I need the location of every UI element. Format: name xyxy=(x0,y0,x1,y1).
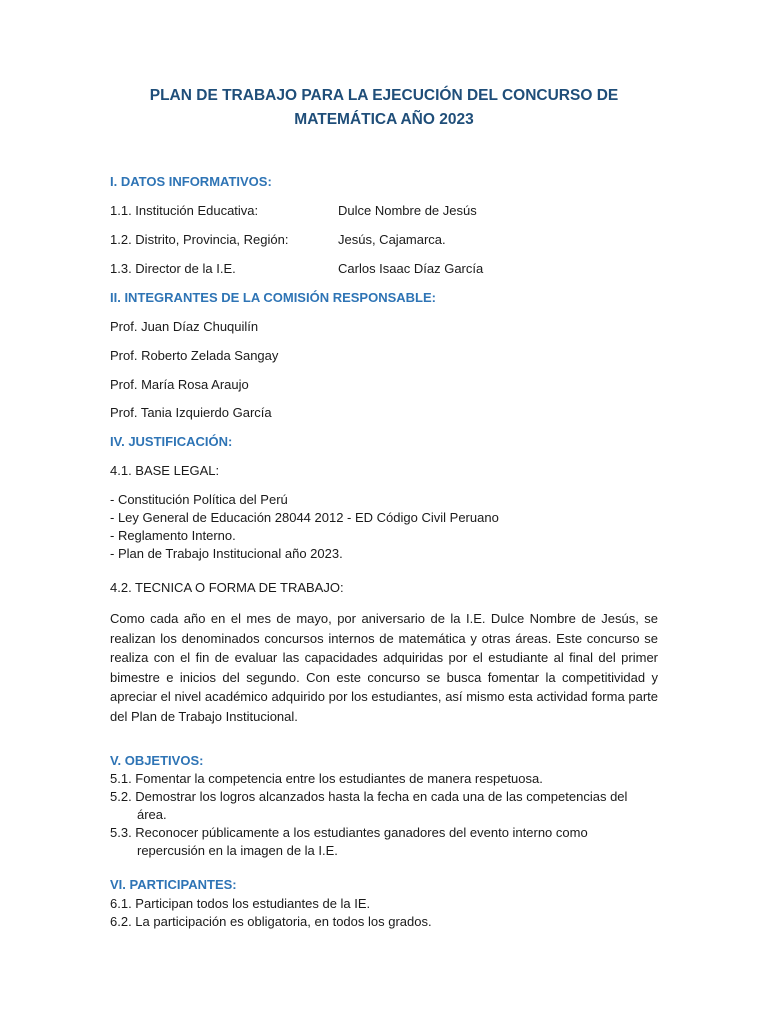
section-heading-participantes: VI. PARTICIPANTES: xyxy=(110,877,237,892)
member-item: Prof. Tania Izquierdo García xyxy=(110,405,272,420)
info-label: 1.2. Distrito, Provincia, Región: xyxy=(110,232,289,247)
participant-item: 6.1. Participan todos los estudiantes de la IE. xyxy=(110,896,371,911)
info-value: Dulce Nombre de Jesús xyxy=(338,203,477,218)
objectives-list xyxy=(110,770,658,860)
legal-item: - Plan de Trabajo Institucional año 2023. xyxy=(110,546,343,561)
justification-paragraph: Como cada año en el mes de mayo, por aniversario de la I.E. Dulce Nombre de Jesús, se realizan los denominados concursos internos de matemática y otras áreas. Este concurso se realiza con el fin de evaluar las capacidades adquiridas por el estudiante al final del primer bimestre e inicios del segundo. Con este concurso se busca fomentar la competitividad y apreciar el nivel académico adquirido por los estudiantes, así mismo esta actividad forma parte del Plan de Trabajo Institucional. xyxy=(110,611,658,724)
participant-item: 6.2. La participación es obligatoria, en todos los grados. xyxy=(110,914,432,929)
title-line-2: MATEMÁTICA AÑO 2023 xyxy=(294,111,474,128)
title-line-1: PLAN DE TRABAJO PARA LA EJECUCIÓN DEL CONCURSO DE xyxy=(149,87,619,104)
participants-list xyxy=(110,895,658,931)
info-row-director xyxy=(110,261,483,276)
info-label: 1.3. Director de la I.E. xyxy=(110,261,236,276)
info-row-institucion xyxy=(110,203,477,218)
info-value: Jesús, Cajamarca. xyxy=(338,232,446,247)
subheading-tecnica: 4.2. TECNICA O FORMA DE TRABAJO: xyxy=(110,580,344,595)
objective-item: 5.1. Fomentar la competencia entre los estudiantes de manera respetuosa. xyxy=(110,771,543,786)
section-heading-justificacion: IV. JUSTIFICACIÓN: xyxy=(110,434,233,449)
section-heading-datos: I. DATOS INFORMATIVOS: xyxy=(110,174,272,189)
info-label: 1.1. Institución Educativa: xyxy=(110,203,259,218)
legal-list xyxy=(110,491,499,563)
legal-item: - Reglamento Interno. xyxy=(110,528,236,543)
section-heading-objetivos: V. OBJETIVOS: xyxy=(110,753,204,768)
member-item: Prof. Juan Díaz Chuquilín xyxy=(110,319,259,334)
info-row-distrito xyxy=(110,232,446,247)
member-item: Prof. María Rosa Araujo xyxy=(110,377,249,392)
legal-item: - Constitución Política del Perú xyxy=(110,492,288,507)
member-item: Prof. Roberto Zelada Sangay xyxy=(110,348,279,363)
legal-item: - Ley General de Educación 28044 2012 - ED Código Civil Peruano xyxy=(110,510,499,525)
section-heading-integrantes: II. INTEGRANTES DE LA COMISIÓN RESPONSABLE: xyxy=(110,290,436,305)
objective-item: 5.2. Demostrar los logros alcanzados hasta la fecha en cada una de las competencias del área. xyxy=(110,789,628,822)
info-value: Carlos Isaac Díaz García xyxy=(338,261,484,276)
objective-item: 5.3. Reconocer públicamente a los estudiantes ganadores del evento interno como repercusión en la imagen de la I.E. xyxy=(110,825,588,858)
subheading-base-legal: 4.1. BASE LEGAL: xyxy=(110,463,220,478)
document-title xyxy=(110,84,658,132)
